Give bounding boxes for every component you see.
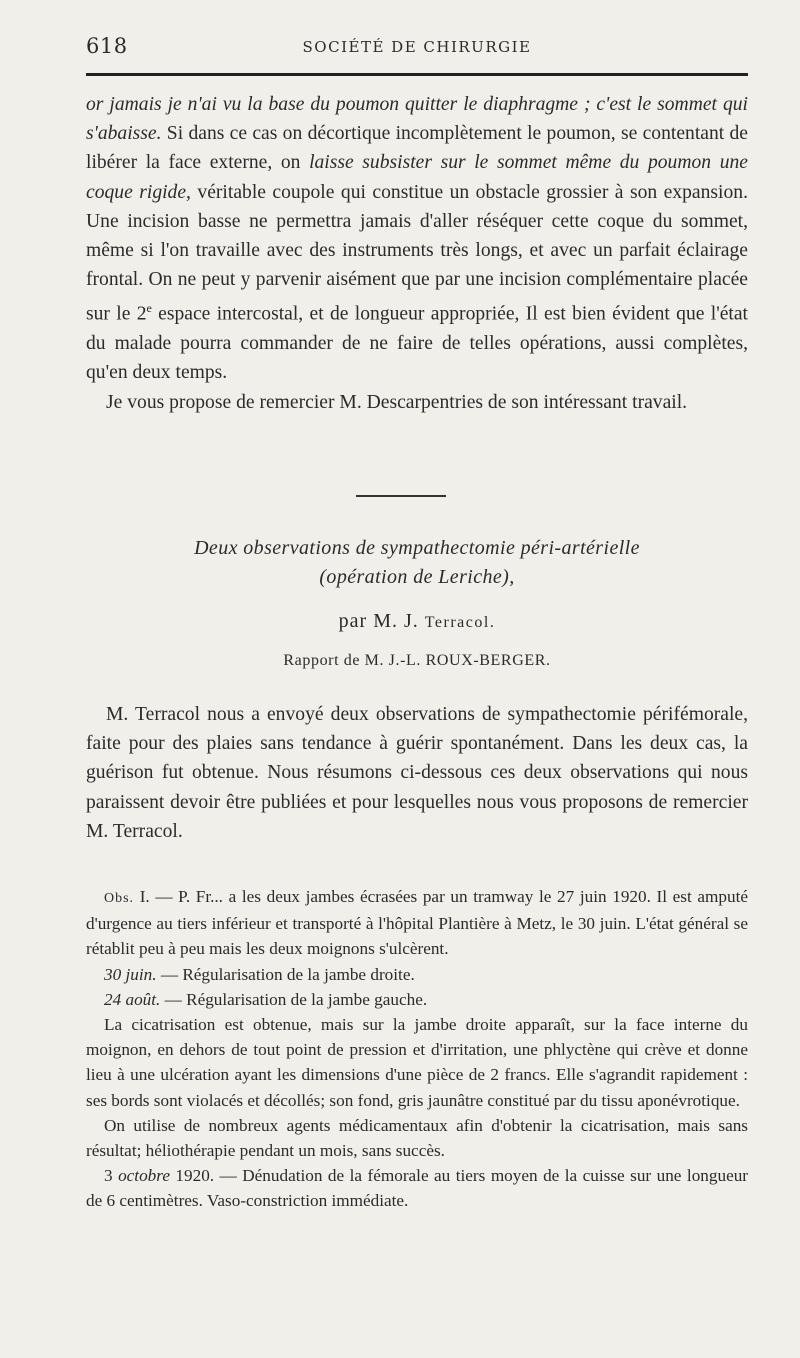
article-title-line-2: (opération de Leriche), <box>319 566 515 588</box>
byline-prefix: par M. J. <box>338 610 425 632</box>
page-header <box>86 32 748 60</box>
observation-entry-2 <box>86 987 748 1012</box>
entry-3-text: — Dénudation de la fémorale au tiers moyen de la cuisse sur une longueur de 6 centimètres. Vaso-constriction immédiate. <box>86 1166 749 1211</box>
rapport-line: Rapport de M. J.-L. ROUX-BERGER. <box>283 652 551 669</box>
ordinal-number: 2 <box>136 303 147 325</box>
italic-quote-1: or jamais je n'ai vu la base du poumon quitter le diaphragme ; c'est le sommet qui s'abaisse. <box>86 94 748 145</box>
entry-3-date-month: octobre <box>118 1166 170 1186</box>
article-title-line-1: Deux observations de sympathectomie péri-artérielle <box>194 537 640 559</box>
entry-2-date: 24 août. <box>104 989 161 1009</box>
entry-1-text: — Régularisation de la jambe droite. <box>156 964 415 984</box>
observation-entry-1 <box>86 962 748 987</box>
italic-quote-2: laisse subsister sur le sommet même du poumon une coque rigide, <box>86 152 748 203</box>
continuation-paragraph-2: Je vous propose de remercier M. Descarpentries de son intéressant travail. <box>106 391 688 413</box>
article-byline <box>86 610 748 633</box>
observation-entry-3 <box>86 1163 748 1213</box>
entry-3-date-prefix: 3 <box>104 1166 119 1186</box>
obs-label: Obs. <box>104 891 135 906</box>
text-run-1: Si dans ce cas on décortique incomplètement le poumon, se contentant de libérer la face externe, on <box>86 123 748 174</box>
observation-paragraph-3: On utilise de nombreux agents médicamentaux afin d'obtenir la cicatrisation, mais sans résultat; héliothérapie pendant un mois, sans succès. <box>86 1115 748 1161</box>
entry-3-date-year: 1920. <box>169 1166 215 1186</box>
observation-paragraph-2: La cicatrisation est obtenue, mais sur la jambe droite apparaît, sur la face interne du moignon, en dehors de tout point de pression et d'irritation, une phlyctène qui crève et donne lieu à une ulcération ayant les dimensions d'une pièce de 2 francs. Elle s'agrandit rapidement : ses bords sont violacés et décollés; son fond, gris jaunâtre constitué par du tissu aponévrotique. <box>86 1015 748 1110</box>
running-title: SOCIÉTÉ DE CHIRURGIE <box>302 38 532 56</box>
page-number: 618 <box>86 34 128 58</box>
article-intro <box>86 700 748 846</box>
ordinal-suffix: e <box>146 301 152 316</box>
entry-2-text: — Régularisation de la jambe gauche. <box>160 989 428 1009</box>
section-separator <box>356 495 446 497</box>
observation-block <box>86 884 748 1214</box>
continuation-text <box>86 90 748 417</box>
entry-1-date: 30 juin. <box>104 964 157 984</box>
header-rule <box>86 73 748 76</box>
author-name: Terracol. <box>424 614 496 631</box>
text-run-3: espace intercostal, et de longueur appropriée, Il est bien évident que l'état du malade pourra commander de ne faire de telles opérations, aussi complètes, qu'en deux temps. <box>86 303 749 384</box>
observation-paragraph-1 <box>86 884 748 962</box>
text-run-2: véritable coupole qui constitue un obstacle grossier à son expansion. Une incision basse ne permettra jamais d'aller réséquer cette coque du sommet, même si l'on travaille avec des instruments très longs, et avec un parfait éclairage frontal. On ne peut y parvenir aisément que par une incision complémentaire placée sur le <box>86 181 748 325</box>
continuation-paragraph-1 <box>86 90 748 388</box>
intro-paragraph: M. Terracol nous a envoyé deux observations de sympathectomie périfémorale, faite pour des plaies sans tendance à guérir spontanément. Dans les deux cas, la guérison fut obtenue. Nous résumons ci-dessous ces deux observations qui nous paraissent devoir être publiées et pour lesquelles nous vous proposons de remercier M. Terracol. <box>86 704 748 842</box>
obs-text: I. — P. Fr... a les deux jambes écrasées par un tramway le 27 juin 1920. Il est amputé d'urgence au tiers inférieur et transporté à l'hôpital Plantière à Metz, le 30 juin. L'état général se rétablit peu à peu mais les deux moignons s'ulcèrent. <box>86 887 748 959</box>
